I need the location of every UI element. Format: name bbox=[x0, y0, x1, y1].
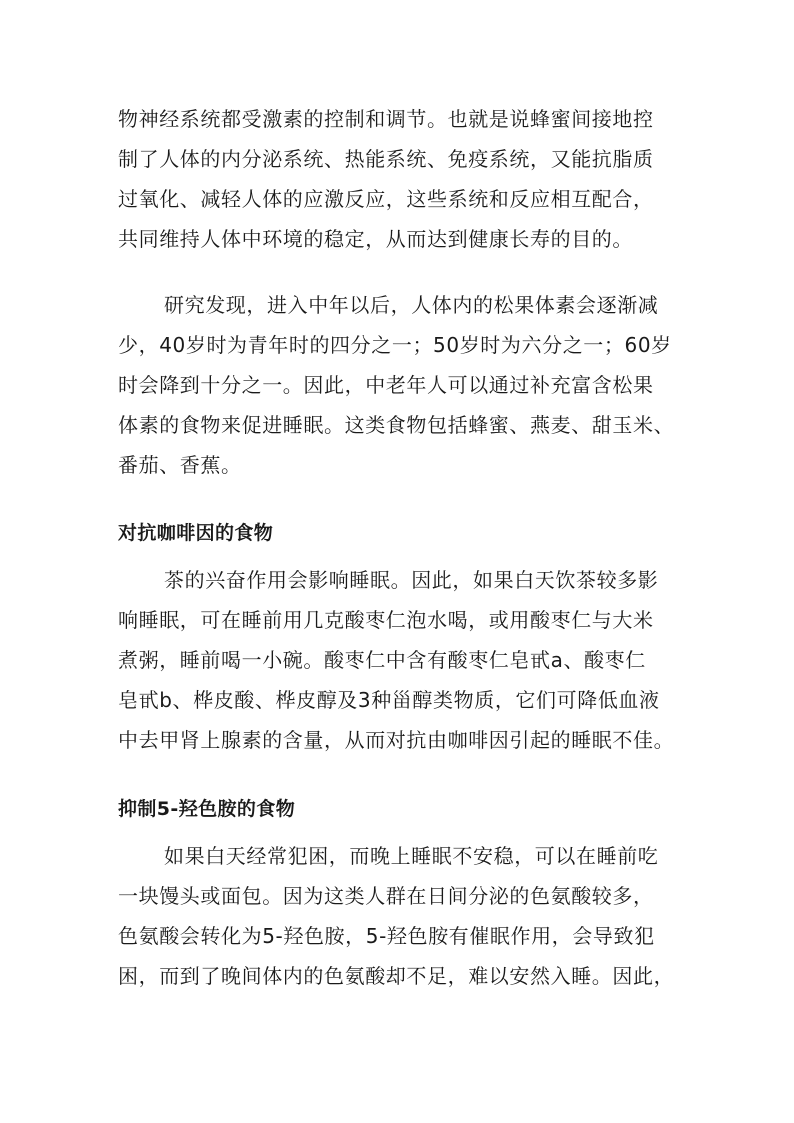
paragraph-3-line-2: 响睡眠，可在睡前用几克酸枣仁泡水喝，或用酸枣仁与大米 bbox=[118, 608, 654, 632]
paragraph-1-line-2: 制了人体的内分泌系统、热能系统、免疫系统，又能抗脂质 bbox=[118, 147, 654, 171]
paragraph-2-line-4: 体素的食物来促进睡眠。这类食物包括蜂蜜、燕麦、甜玉米、 bbox=[118, 413, 675, 437]
paragraph-3-line-4: 皂甙b、桦皮酸、桦皮醇及3种甾醇类物质，它们可降低血液 bbox=[118, 688, 660, 712]
paragraph-2-line-3: 时会降到十分之一。因此，中老年人可以通过补充富含松果 bbox=[118, 373, 654, 397]
paragraph-1-line-4: 共同维持人体中环境的稳定，从而达到健康长寿的目的。 bbox=[118, 227, 633, 251]
paragraph-1-line-1: 物神经系统都受激素的控制和调节。也就是说蜂蜜间接地控 bbox=[118, 107, 654, 131]
paragraph-4-line-1: 如果白天经常犯困，而晚上睡眠不安稳，可以在睡前吃 bbox=[164, 844, 659, 868]
paragraph-2-line-1: 研究发现，进入中年以后，人体内的松果体素会逐渐减 bbox=[164, 293, 659, 317]
paragraph-1-line-3: 过氧化、减轻人体的应激反应，这些系统和反应相互配合， bbox=[118, 187, 654, 211]
paragraph-3-line-5: 中去甲肾上腺素的含量，从而对抗由咖啡因引起的睡眠不佳。 bbox=[118, 728, 675, 752]
section-heading-caffeine: 对抗咖啡因的食物 bbox=[118, 522, 274, 544]
paragraph-3-line-1: 茶的兴奋作用会影响睡眠。因此，如果白天饮茶较多影 bbox=[164, 568, 659, 592]
paragraph-4-line-3: 色氨酸会转化为5-羟色胺，5-羟色胺有催眠作用，会导致犯 bbox=[118, 924, 655, 948]
paragraph-2-line-2: 少，40岁时为青年时的四分之一；50岁时为六分之一；60岁 bbox=[118, 333, 672, 357]
paragraph-4-line-4: 困，而到了晚间体内的色氨酸却不足，难以安然入睡。因此， bbox=[118, 964, 675, 988]
section-heading-serotonin: 抑制5-羟色胺的食物 bbox=[118, 798, 296, 820]
paragraph-4-line-2: 一块馒头或面包。因为这类人群在日间分泌的色氨酸较多， bbox=[118, 884, 654, 908]
paragraph-3-line-3: 煮粥，睡前喝一小碗。酸枣仁中含有酸枣仁皂甙a、酸枣仁 bbox=[118, 648, 646, 672]
paragraph-2-line-5: 番茄、香蕉。 bbox=[118, 453, 242, 477]
